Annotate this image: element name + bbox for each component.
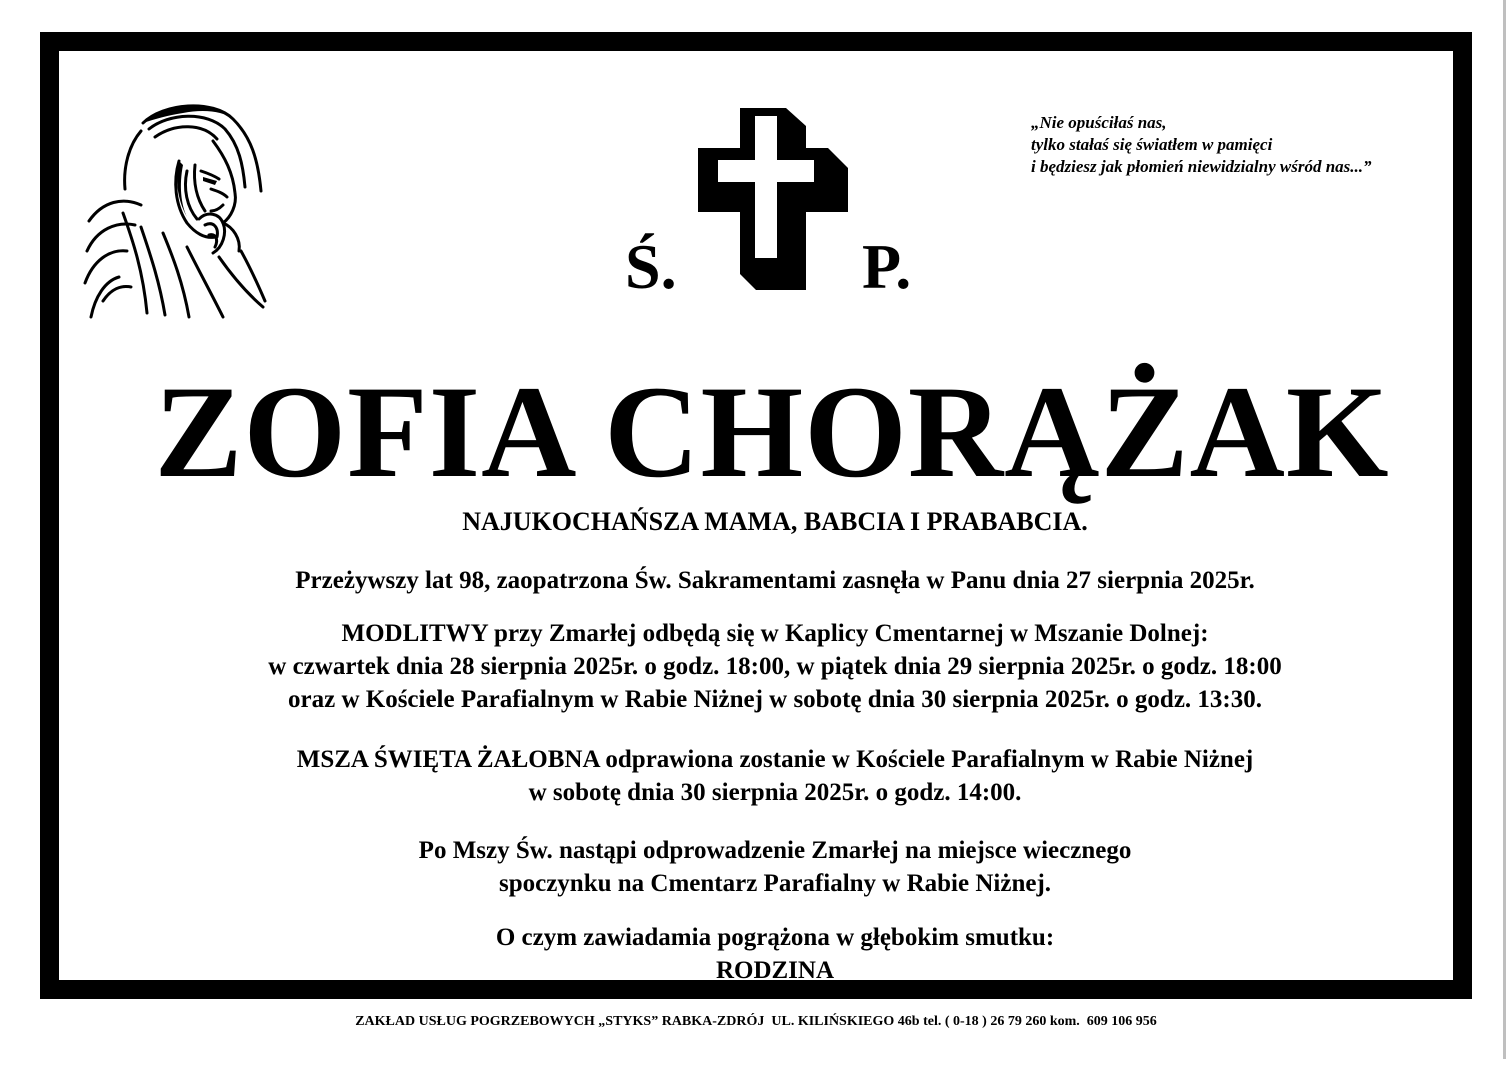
closing-block xyxy=(19,921,1506,987)
prayers-line: w czwartek dnia 28 sierpnia 2025r. o godz. 18:00, w piątek dnia 29 sierpnia 2025r. o godz. 18:00 xyxy=(268,653,1282,680)
memorial-quote xyxy=(1031,112,1451,178)
mass-line: w sobotę dnia 30 sierpnia 2025r. o godz. 14:00. xyxy=(528,779,1022,806)
mass-line: MSZA ŚWIĘTA ŻAŁOBNA odprawiona zostanie w Kościele Parafialnym w Rabie Niżnej xyxy=(296,746,1254,773)
burial-line: Po Mszy Św. nastąpi odprowadzenie Zmarłej na miejsce wiecznego xyxy=(418,837,1132,864)
praying-figure-icon xyxy=(83,101,267,325)
sp-left-letter: Ś. xyxy=(625,231,677,302)
burial-block xyxy=(19,834,1506,900)
age-line: Przeżywszy lat 98, zaopatrzona Św. Sakramentami zasnęła w Panu dnia 27 sierpnia 2025r. xyxy=(295,567,1255,594)
prayers-block xyxy=(19,617,1506,716)
mass-block xyxy=(19,743,1506,809)
family-signature: RODZINA xyxy=(715,957,835,984)
cross-icon xyxy=(698,108,848,290)
quote-line: i będziesz jak płomień niewidzialny wśród nas...” xyxy=(1031,157,1372,176)
prayers-line: MODLITWY przy Zmarłej odbędą się w Kaplicy Cmentarnej w Mszanie Dolnej: xyxy=(341,620,1209,647)
closing-line: O czym zawiadamia pogrążona w głębokim smutku: xyxy=(495,924,1055,951)
quote-line: tylko stałaś się światłem w pamięci xyxy=(1031,135,1273,154)
funeral-home-footer: ZAKŁAD USŁUG POGRZEBOWYCH „STYKS” RABKA-ZDRÓJ UL. KILIŃSKIEGO 46b tel. ( 0-18 ) 26 79 260 kom. 609 106 956 xyxy=(355,1014,1157,1029)
prayers-line: oraz w Kościele Parafialnym w Rabie Niżnej w sobotę dnia 30 sierpnia 2025r. o godz. 13:30. xyxy=(288,686,1262,713)
sp-right-letter: P. xyxy=(862,231,912,302)
obituary-frame xyxy=(40,32,1472,999)
deceased-description: NAJUKOCHAŃSZA MAMA, BABCIA I PRABABCIA. xyxy=(462,507,1088,536)
quote-line: „Nie opuściłaś nas, xyxy=(1031,113,1167,132)
deceased-name: ZOFIA CHORĄŻAK xyxy=(154,358,1390,505)
obituary-content xyxy=(19,19,1506,1078)
burial-line: spoczynku na Cmentarz Parafialny w Rabie Niżnej. xyxy=(498,870,1052,897)
